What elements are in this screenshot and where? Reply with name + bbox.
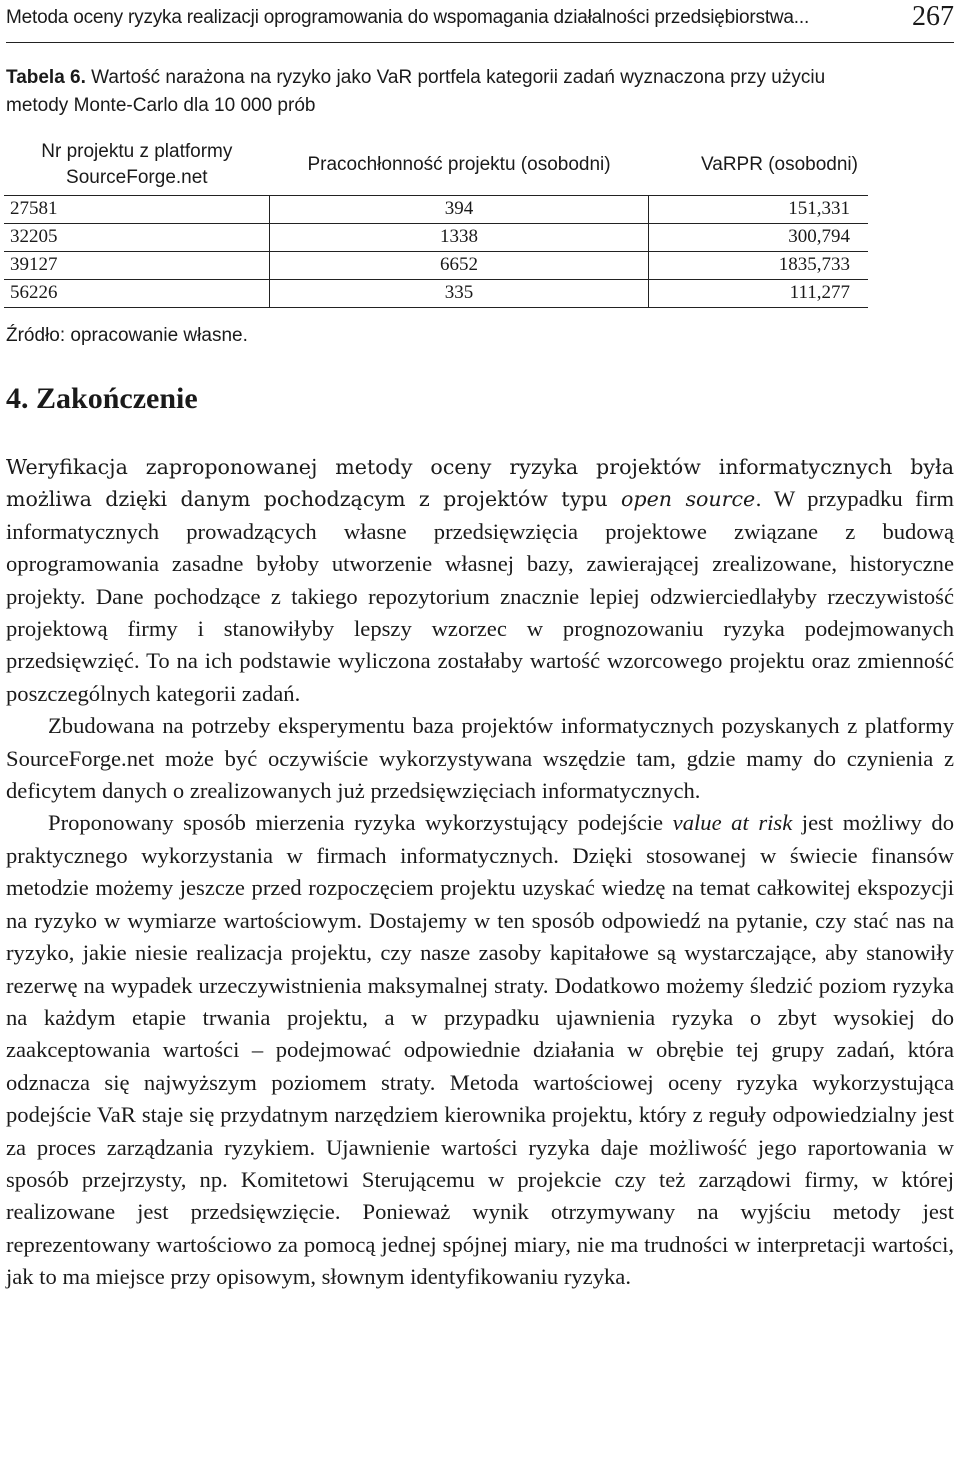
column-header-effort: Pracochłonność projektu (osobodni) [307, 154, 611, 176]
cell-project-number: 27581 [4, 195, 270, 223]
table-caption-text: Wartość narażona na ryzyko jako VaR portfela kategorii zadań wyznaczona przy użyciu metody Monte-Carlo dla 10 000 prób [6, 67, 826, 116]
column-header-project-number: Nr projektu z platformy SourceForge.net [41, 141, 233, 189]
paragraph-3-italic-term: value at risk [672, 810, 793, 836]
paragraph-1-part-d: Dane pochodzące z takiego repozytorium znacznie lepiej odzwierciedlałyby rzeczywistość projektową firmy i stanowiłyby lepszy wzorzec w prognozowaniu ryzyka podejmowanych przedsięwzięć. To na ich podstawie wyliczona zostałaby wartość wzorcowego projektu oraz zmienność poszczególnych kategorii zadań. [6, 583, 954, 706]
cell-varpr: 151,331 [788, 198, 850, 219]
cell-effort: 6652 [270, 251, 649, 279]
cell-project-number: 56226 [4, 279, 270, 307]
table-caption [6, 64, 886, 120]
table-row [4, 279, 868, 307]
paragraph-1-part-a: Weryfikacja zaproponowanej metody oceny ryzyka projektów informatycznych była możliwa dzięki danym pochodzącym z projektów typu [6, 455, 954, 512]
cell-effort: 1338 [270, 223, 649, 251]
running-header [6, 2, 954, 43]
table-row [4, 223, 868, 251]
cell-varpr: 1835,733 [778, 254, 850, 275]
cell-varpr: 111,277 [789, 282, 850, 303]
paragraph-3-part-a: Proponowany sposób mierzenia ryzyka wykorzystujący podejście [48, 810, 673, 836]
table-header-row [4, 136, 868, 195]
table-row [4, 195, 868, 223]
table-caption-label: Tabela 6. [6, 67, 86, 88]
table-source-note: Źródło: opracowanie własne. [6, 325, 248, 346]
paragraph-3 [6, 807, 954, 1293]
paragraph-1 [6, 451, 954, 710]
paragraph-1-italic-term: open source [621, 487, 756, 512]
cell-project-number: 39127 [4, 251, 270, 279]
paragraph-3-part-b: jest możliwy do praktycznego wykorzystania w firmach informatycznych. Dzięki stosowanej w świecie finansów metodzie możemy jeszcze przed rozpoczęciem projektu uzyskać wiedzę na temat całkowitej ekspozycji na ryzyko w wymiarze wartościowym. Dostajemy w ten sposób odpowiedź na pytanie, czy stać nas na ryzyko, jakie niesie realizacja projektu, czy nasze zasoby kapitałowe są wystarczające, aby stanowiły rezerwę na wypadek urzeczywistnienia maksymalnej straty. Dodatkowo możemy śledzić poziom ryzyka na każdym etapie trwania projektu, a w przypadku ujawnienia ryzyka o zbyt wysokiej do zaakceptowania wartości – podejmować odpowiednie działania w obrębie tej grupy zadań, która odznacza się najwyższym poziomem straty. Metoda wartościowej oceny ryzyka wykorzystująca podejście VaR staje się przydatnym narzędziem kierownika projektu, który z reguły odpowiedzialny jest za proces zarządzania ryzykiem. Ujawnienie wartości ryzyka daje możliwość jego raportowania w sposób przejrzysty, np. Komitetowi Sterującemu w projekcie czy też zarządowi firmy, w której realizowane jest przedsięwzięcie. Ponieważ wynik otrzymywany na wyjściu metody jest reprezentowany wartościowo za pomocą jednej spójnej miary, nie ma trudności w interpretacji wartości, jak to ma miejsce przy opisowym, słownym identyfikowaniu ryzyka. [6, 810, 955, 1290]
cell-varpr: 300,794 [788, 226, 850, 247]
page-number: 267 [912, 1, 954, 32]
cell-effort: 394 [270, 195, 649, 223]
cell-effort: 335 [270, 279, 649, 307]
paragraph-2: Zbudowana na potrzeby eksperymentu baza projektów informatycznych pozyskanych z platformy SourceForge.net może być oczywiście wykorzystywana wszędzie tam, gdzie mamy do czynienia z deficytem danych o zrealizowanych już przedsięwzięciach informatycznych. [6, 713, 954, 804]
cell-project-number: 32205 [4, 223, 270, 251]
column-header-varpr: VaRPR (osobodni) [700, 154, 858, 176]
running-title: Metoda oceny ryzyka realizacji oprogramowania do wspomagania działalności przedsiębiorstwa... [6, 7, 810, 28]
paragraph-1-part-c: W przypadku firm informatycznych prowadzących własne przedsięwzięcia projektowe związane z budową oprogramowania zasadne byłoby utworzenie własnej bazy, zawierającej zrealizowane, historyczne projekty. [6, 486, 955, 609]
table-row [4, 251, 868, 279]
var-results-table [4, 136, 868, 308]
section-heading: 4. Zakończenie [6, 382, 198, 415]
section-body [6, 451, 954, 1294]
paragraph-1-part-b: . [755, 487, 762, 512]
